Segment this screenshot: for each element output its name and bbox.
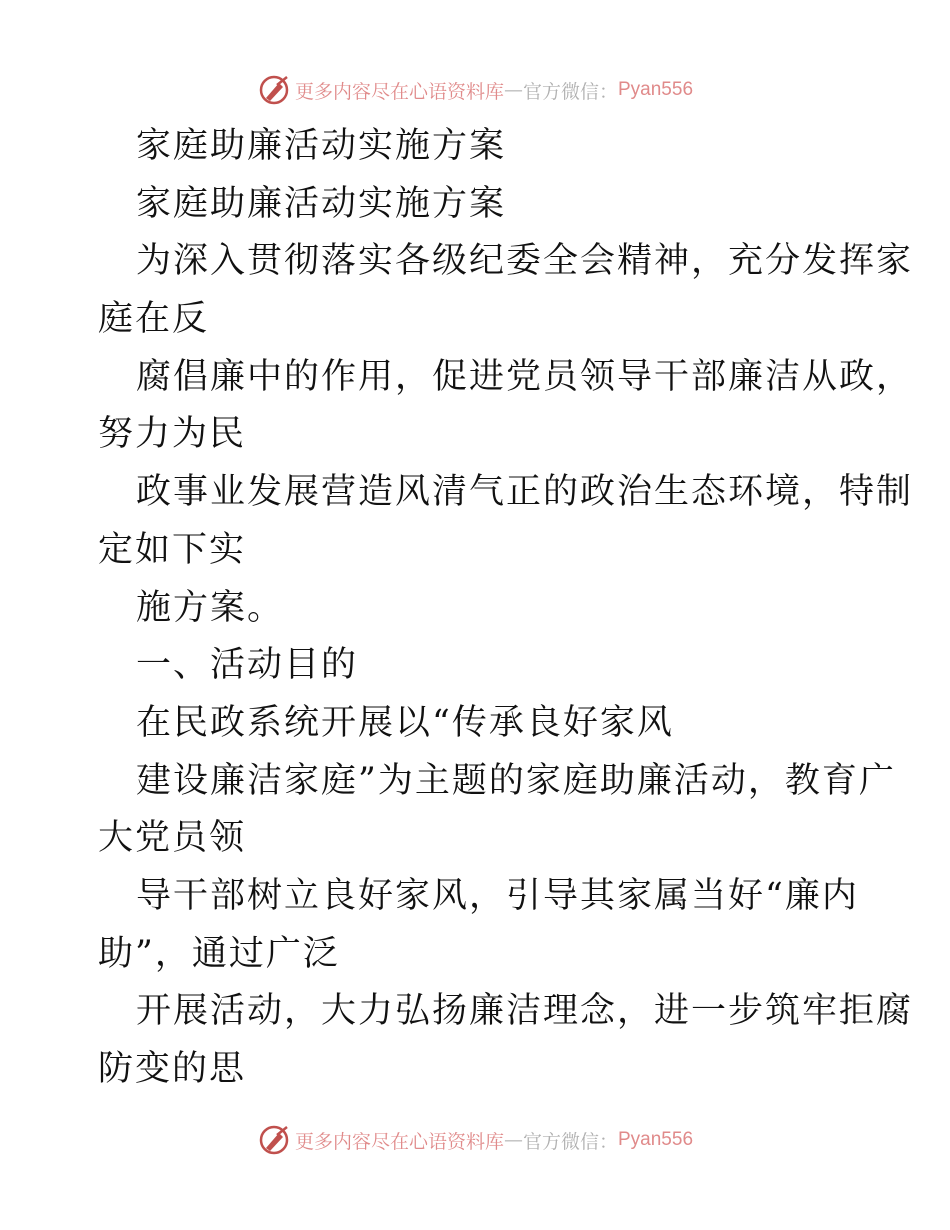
document-body	[98, 118, 914, 1099]
paragraph-line: 在民政系统开展以“传承良好家风	[136, 702, 674, 743]
pen-logo-icon	[257, 1123, 291, 1157]
watermark-dash: —	[503, 79, 523, 101]
paragraph-line: 努力为民	[98, 414, 247, 455]
section-heading: 一、活动目的	[136, 645, 359, 686]
paragraph-line: 导干部树立良好家风，引导其家属当好“廉内	[136, 875, 859, 916]
watermark-wechat-id: Pyan556	[618, 1129, 694, 1150]
watermark-wechat-id: Pyan556	[618, 79, 694, 100]
watermark-wechat-label: 官方微信：	[522, 1130, 618, 1153]
paragraph-line: 防变的思	[98, 1049, 247, 1089]
footer-watermark	[0, 1120, 950, 1160]
paragraph-line: 助”，通过广泛	[98, 933, 340, 974]
paragraph-line: 政事业发展营造风清气正的政治生态环境，特制	[136, 472, 914, 513]
paragraph-line: 庭在反	[98, 299, 210, 340]
watermark-text: 更多内容尽在心语资料库	[294, 80, 504, 103]
paragraph-line: 开展活动，大力弘扬廉洁理念，进一步筑牢拒腐	[136, 991, 914, 1032]
doc-subtitle: 家庭助廉活动实施方案	[136, 183, 507, 224]
paragraph-line: 大党员领	[98, 818, 247, 859]
watermark-text: 更多内容尽在心语资料库	[294, 1130, 504, 1153]
doc-title: 家庭助廉活动实施方案	[136, 126, 507, 166]
watermark-dash: —	[503, 1129, 523, 1151]
paragraph-line: 建设廉洁家庭”为主题的家庭助廉活动，教育广	[136, 760, 896, 801]
paragraph-line: 施方案。	[136, 587, 285, 628]
paragraph-line: 为深入贯彻落实各级纪委全会精神，充分发挥家	[136, 241, 914, 282]
paragraph-line: 定如下实	[98, 529, 247, 570]
pen-logo-icon	[257, 73, 291, 107]
header-watermark	[0, 70, 950, 110]
watermark-wechat-label: 官方微信：	[522, 80, 618, 103]
paragraph-line: 腐倡廉中的作用，促进党员领导干部廉洁从政，	[136, 356, 914, 397]
